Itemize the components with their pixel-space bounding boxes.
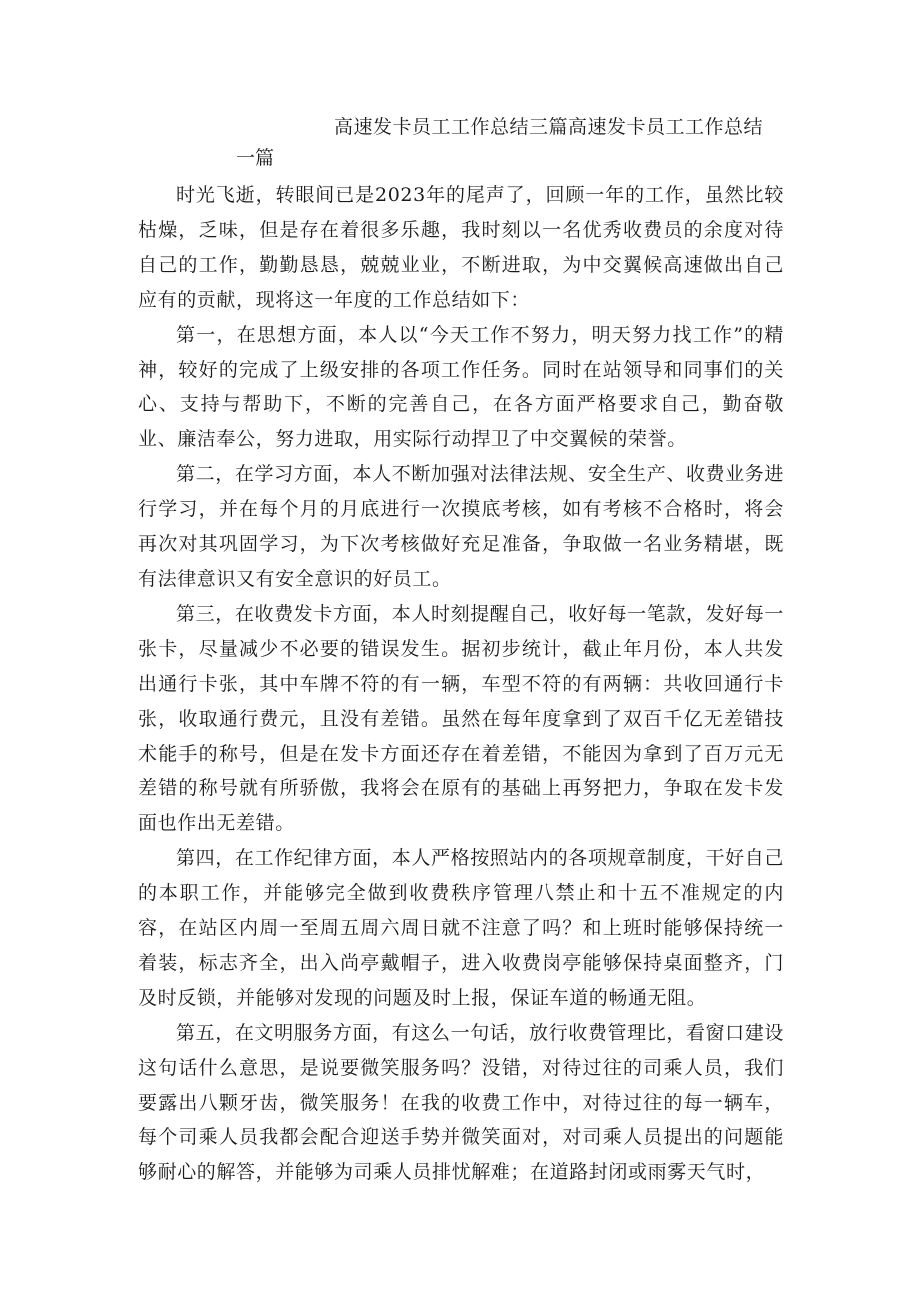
document-title: 高速发卡员工工作总结三篇高速发卡员工工作总结 xyxy=(334,116,764,138)
paragraph-discipline: 第四，在工作纪律方面，本人严格按照站内的各项规章制度，干好自己的本职工作，并能够完全做到收费秩序管理八禁止和十五不准规定的内容，在站区内周一至周五周六周日就不注意了吗？和上班时能够保持统一着装，标志齐全，出入尚亭戴帽子，进入收费岗亭能够保持桌面整齐，门及时反锁，并能够对发现的问题及时上报，保证车道的畅通无阻。 xyxy=(138,847,784,1009)
paragraph-intro: 时光飞逝，转眼间已是2023年的尾声了，回顾一年的工作，虽然比较枯燥，乏味，但是存在着很多乐趣，我时刻以一名优秀收费员的余度对待自己的工作，勤勤恳恳，兢兢业业，不断进取，为中交翼候高速做出自己应有的贡献，现将这一年度的工作总结如下： xyxy=(138,184,784,311)
paragraph-service: 第五，在文明服务方面，有这么一句话，放行收费管理比，看窗口建设这句话什么意思，是说要微笑服务吗？没错，对待过往的司乘人员，我们要露出八颗牙齿，微笑服务！在我的收费工作中，对待过往的每一辆车，每个司乘人员我都会配合迎送手势并微笑面对，对司乘人员提出的问题能够耐心的解答，并能够为司乘人员排忧解难；在道路封闭或雨雾天气时， xyxy=(138,1021,784,1184)
paragraph-card-issuing: 第三，在收费发卡方面，本人时刻提醒自己，收好每一笔款，发好每一张卡，尽量减少不必要的错误发生。据初步统计，截止年月份，本人共发出通行卡张，其中车牌不符的有一辆，车型不符的有两辆：共收回通行卡张，收取通行费元，且没有差错。虽然在每年度拿到了双百千亿无差错技术能手的称号，但是在发卡方面还存在着差错，不能因为拿到了百万元无差错的称号就有所骄傲，我将会在原有的基础上再努把力，争取在发卡发面也作出无差错。 xyxy=(138,602,784,835)
paragraph-thought: 第一，在思想方面，本人以“今天工作不努力，明天努力找工作”的精神，较好的完成了上级安排的各项工作任务。同时在站领导和同事们的关心、支持与帮助下，不断的完善自己，在各方面严格要求自己，勤奋敬业、廉洁奉公，努力进取，用实际行动捍卫了中交翼候的荣誉。 xyxy=(138,323,784,451)
document-title-continuation: 一篇 xyxy=(236,147,275,169)
paragraph-study: 第二，在学习方面，本人不断加强对法律法规、安全生产、收费业务进行学习，并在每个月的月底进行一次摸底考核，如有考核不合格时，将会再次对其巩固学习，为下次考核做好充足准备，争取做一名业务精堪，既有法律意识又有安全意识的好员工。 xyxy=(138,463,784,590)
document-body xyxy=(138,178,784,1190)
